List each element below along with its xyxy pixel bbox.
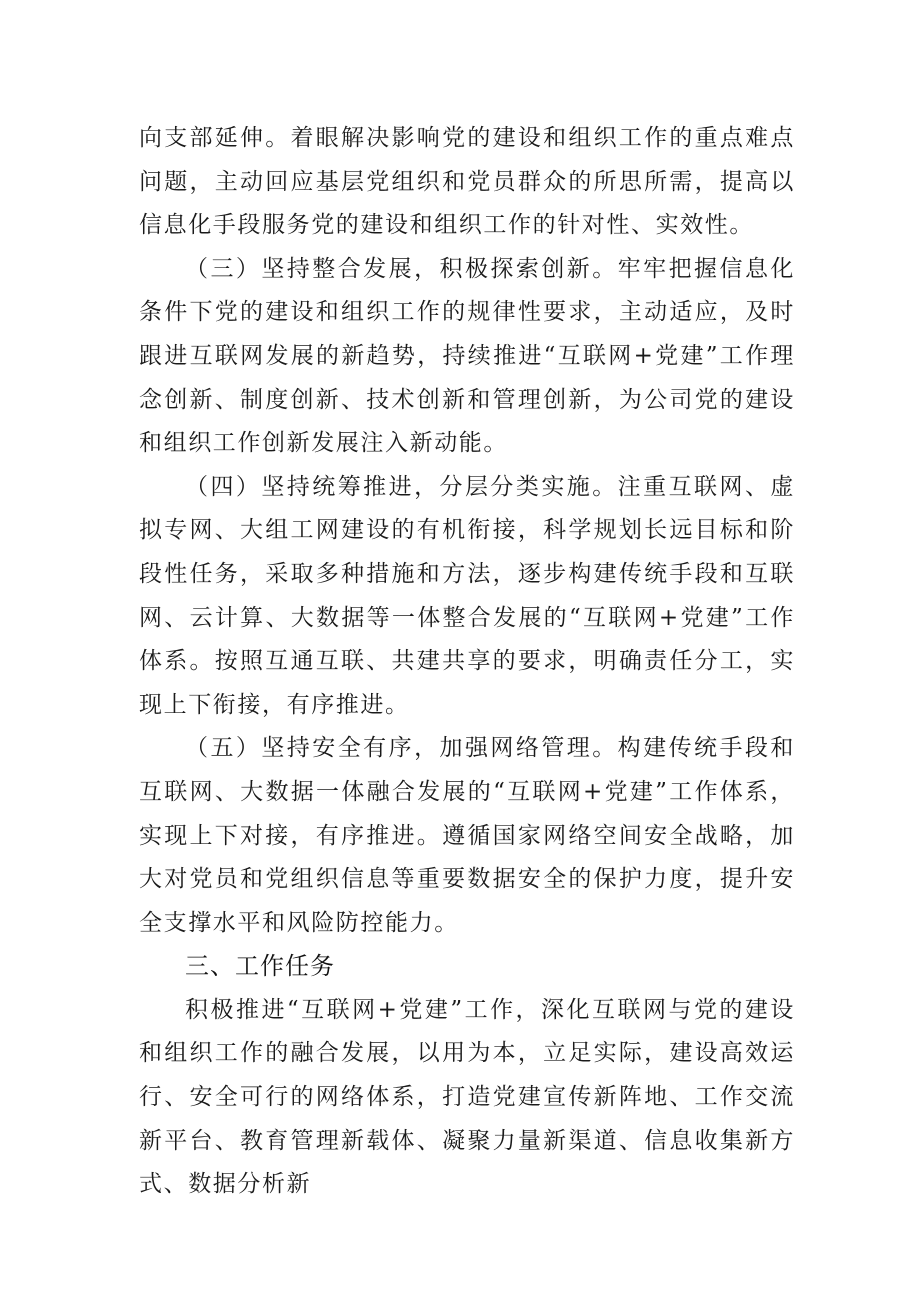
- document-body: [139, 117, 795, 1207]
- paragraph-principle-three: （三）坚持整合发展，积极探索创新。牢牢把握信息化条件下党的建设和组织工作的规律性要求，主动适应，及时跟进互联网发展的新趋势，持续推进“互联网+党建”工作理念创新、制度创新、技术创新和管理创新，为公司党的建设和组织工作创新发展注入新动能。: [139, 255, 795, 457]
- paragraph-principle-four: （四）坚持统筹推进，分层分类实施。注重互联网、虚拟专网、大组工网建设的有机衔接，科学规划长远目标和阶段性任务，采取多种措施和方法，逐步构建传统手段和互联网、云计算、大数据等一体整合发展的“互联网+党建”工作体系。按照互通互联、共建共享的要求，明确责任分工，实现上下衔接，有序推进。: [139, 473, 795, 718]
- section-heading-work-tasks: 三、工作任务: [185, 952, 335, 981]
- paragraph-principle-five: （五）坚持安全有序，加强网络管理。构建传统手段和互联网、大数据一体融合发展的“互联网+党建”工作体系，实现上下对接，有序推进。遵循国家网络空间安全战略，加大对党员和党组织信息等重要数据安全的保护力度，提升安全支撑水平和风险防控能力。: [139, 735, 795, 936]
- paragraph-continuation: 向支部延伸。着眼解决影响党的建设和组织工作的重点难点问题，主动回应基层党组织和党员群众的所思所需，提高以信息化手段服务党的建设和组织工作的针对性、实效性。: [139, 125, 795, 239]
- paragraph-work-tasks-intro: 积极推进“互联网+党建”工作，深化互联网与党的建设和组织工作的融合发展，以用为本，立足实际，建设高效运行、安全可行的网络体系，打造党建宣传新阵地、工作交流新平台、教育管理新载体、凝聚力量新渠道、信息收集新方式、数据分析新: [139, 996, 795, 1198]
